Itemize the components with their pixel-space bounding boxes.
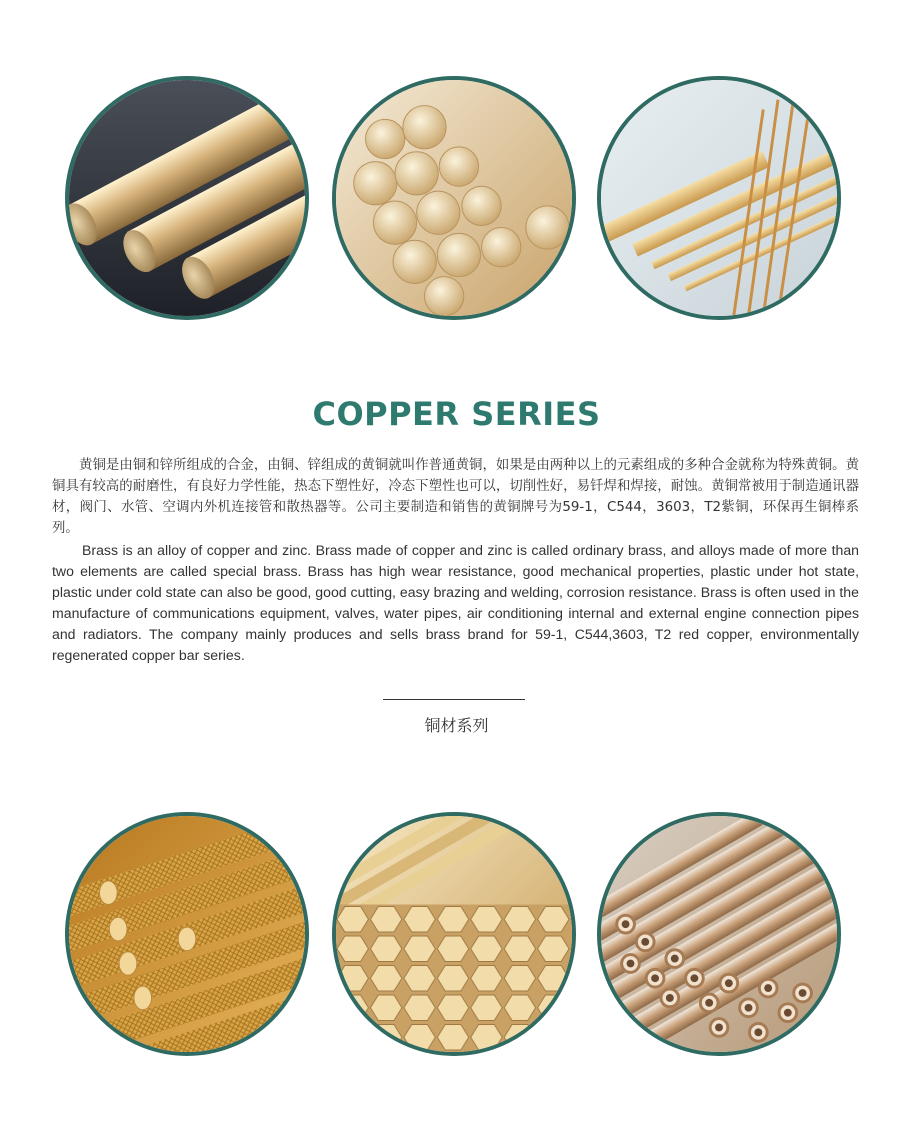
copper-tubes-drawing [601, 816, 837, 1052]
brass-strips-drawing [601, 80, 837, 316]
hex-brass-bars-drawing [336, 816, 572, 1052]
brass-rod-bundle-drawing [336, 80, 572, 316]
page-title: COPPER SERIES [312, 395, 601, 433]
brass-strips-image [597, 76, 841, 320]
knurled-brass-rods-drawing [69, 816, 305, 1052]
brass-rod-bundle-image [332, 76, 576, 320]
section-label: 铜材系列 [424, 716, 489, 735]
description-english: Brass is an alloy of copper and zinc. Brass made of copper and zinc is called ordinary brass, and alloys made of more than two elements are called special brass. Brass has high wear resistance, good mechanical properties, plastic under hot state, plastic under cold state can also be good, good cutting, easy brazing and welding, corrosion resistance. Brass is often used in the manufacture of communications equipment, valves, water pipes, air conditioning internal and external engine connection pipes and radiators. The company mainly produces and sells brass brand for 59-1, C544,3603, T2 red copper, environmentally regenerated copper bar series. [52, 542, 859, 663]
copper-tubes-image [597, 812, 841, 1056]
hex-brass-bars-image [332, 812, 576, 1056]
brass-round-bars-drawing [69, 80, 305, 316]
description-chinese: 黄铜是由铜和锌所组成的合金，由铜、锌组成的黄铜就叫作普通黄铜，如果是由两种以上的元素组成的多种合金就称为特殊黄铜。黄铜具有较高的耐磨性，有良好力学性能，热态下塑性好，冷态下塑性也可以，切削性好，易钎焊和焊接，耐蚀。黄铜常被用于制造通讯器材，阀门、水管、空调内外机连接管和散热器等。公司主要制造和销售的黄铜牌号为59-1，C544，3603，T2紫铜，环保再生铜棒系列。 [52, 458, 859, 536]
brass-round-bars-image [65, 76, 309, 320]
knurled-brass-rods-image [65, 812, 309, 1056]
section-divider [383, 699, 525, 700]
